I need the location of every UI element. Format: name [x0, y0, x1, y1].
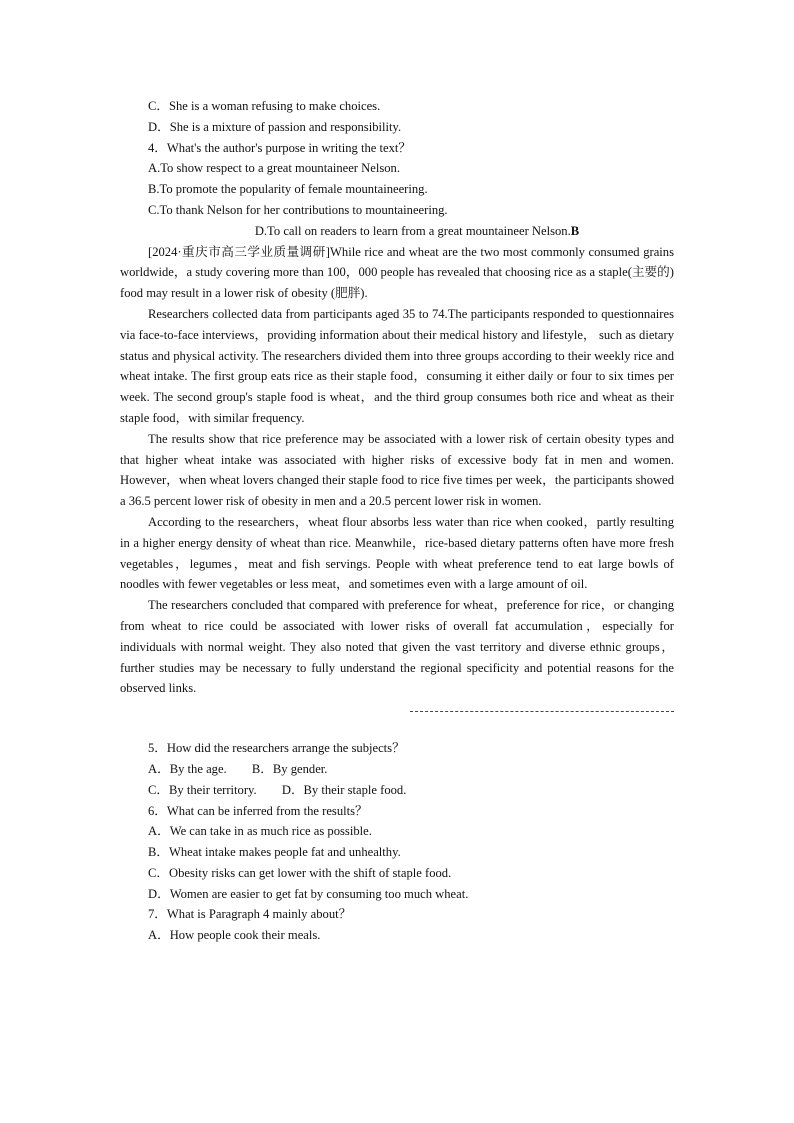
- q7-stem: 7．What is Paragraph 4 mainly about？: [148, 907, 352, 922]
- document-page: [120, 96, 674, 946]
- q3-option-d: D．She is a mixture of passion and responsibility.: [148, 119, 402, 134]
- passage-source: [2024·重庆市高三学业质量调研]: [148, 244, 331, 259]
- q3-option-c: C．She is a woman refusing to make choices.: [148, 99, 381, 113]
- q6-stem: 6．What can be inferred from the results？: [148, 803, 368, 818]
- passage-paragraph-4: According to the researchers，wheat flour absorbs less water than rice when cooked，partly resulting in a higher energy density of wheat than rice. Meanwhile，rice-based dietary patterns often have more fresh vegetables，legumes，meat and fish servings. People with wheat preference tend to eat large bowls of noodles with fewer vegetables or less meat，and sometimes even with a large amount of oil.: [120, 514, 674, 592]
- q5-options-row-2: C．By their territory. D．By their staple food.: [148, 782, 407, 797]
- q4-answer: B: [570, 223, 580, 238]
- q4-option-d: D.To call on readers to learn from a great mountaineer Nelson.: [254, 223, 571, 238]
- passage-paragraph-2: Researchers collected data from participants aged 35 to 74.The participants responded to questionnaires via face-to-face interviews，providing information about their medical history and lifestyle， such as dietary status and physical activity. The researchers divided them into three groups according to their weekly rice and wheat intake. The first group eats rice as their staple food，consuming it either daily or four to six times per week. The second group's staple food is wheat，and the third group consumes both rice and wheat as their staple food，with similar frequency.: [120, 306, 674, 425]
- q4-stem: 4．What's the author's purpose in writing the text？: [148, 140, 412, 155]
- q6-option-c: C．Obesity risks can get lower with the shift of staple food.: [148, 865, 452, 880]
- q4-option-c: C.To thank Nelson for her contributions to mountaineering.: [148, 202, 448, 217]
- q4-option-d-line: [120, 221, 674, 242]
- passage-p1-text: While rice and wheat are the two most commonly consumed grains worldwide，a study covering more than 100，000 people has revealed that choosing rice as a staple(主要的) food may result in a lower risk of obesity (肥胖).: [120, 244, 674, 301]
- q5-stem: 5．How did the researchers arrange the subjects？: [148, 741, 405, 756]
- q6-option-a: A．We can take in as much rice as possible.: [148, 824, 372, 839]
- q4-option-b: B.To promote the popularity of female mountaineering.: [148, 182, 428, 197]
- q7-option-a: A．How people cook their meals.: [148, 928, 321, 943]
- q5-options-row-1: A．By the age. B．By gender.: [148, 761, 328, 776]
- separator-dashed-line: [410, 711, 674, 712]
- passage-paragraph-5: The researchers concluded that compared with preference for wheat，preference for rice，or changing from wheat to rice could be associated with lower risks of overall fat accumulation，especially for individuals with normal weight. They also noted that given the vast territory and diverse ethnic groups，further studies may be necessary to fully understand the regional specificity and potential reasons for the observed links.: [120, 598, 674, 696]
- passage-paragraph-1: [120, 242, 674, 304]
- q4-option-a: A.To show respect to a great mountaineer Nelson.: [148, 161, 400, 176]
- questions-block: [120, 738, 674, 946]
- q6-option-b: B．Wheat intake makes people fat and unhealthy.: [148, 845, 401, 860]
- q6-option-d: D．Women are easier to get fat by consuming too much wheat.: [148, 886, 469, 901]
- passage-paragraph-3: The results show that rice preference may be associated with a lower risk of certain obesity types and that higher wheat intake was associated with higher risks of excessive body fat in men and women. However，when wheat lovers changed their staple food to rice five times per week，the participants showed a 36.5 percent lower risk of obesity in men and a 20.5 percent lower risk in women.: [120, 431, 674, 509]
